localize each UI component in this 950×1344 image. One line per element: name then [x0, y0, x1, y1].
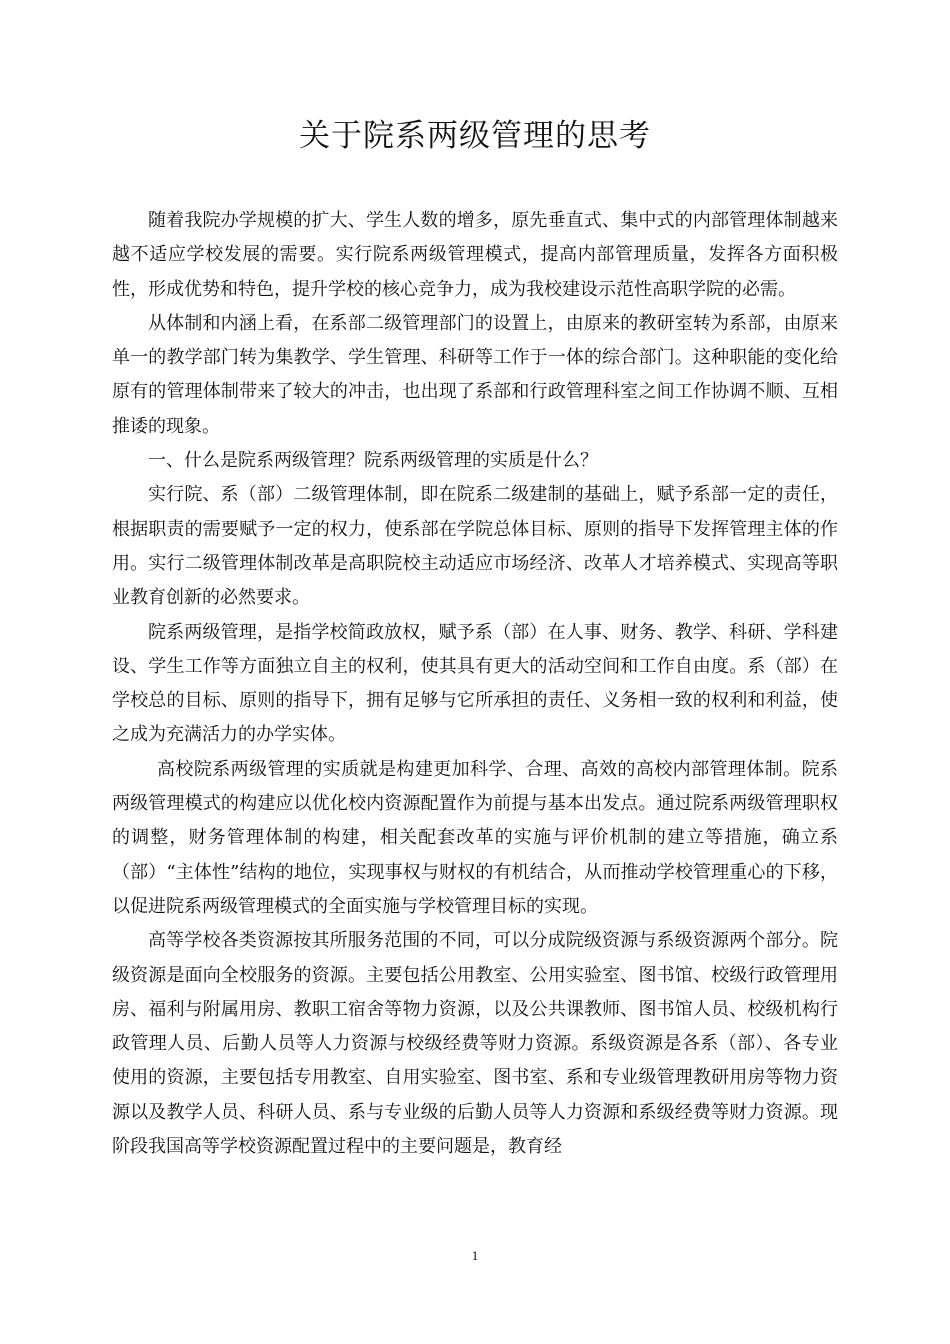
- paragraph-4: 院系两级管理，是指学校简政放权，赋予系（部）在人事、财务、教学、科研、学科建设、学生工作等方面独立自主的权利，使其具有更大的活动空间和工作自由度。系（部）在学校总的目标、原则的指导下，拥有足够与它所承担的责任、义务相一致的权利和利益，使之成为充满活力的办学实体。: [112, 621, 838, 746]
- paragraph-6: 高等学校各类资源按其所服务范围的不同，可以分成院级资源与系级资源两个部分。院级资源是面向全校服务的资源。主要包括公用教室、公用实验室、图书馆、校级行政管理用房、福利与附属用房、教职工宿舍等物力资源，以及公共课教师、图书馆人员、校级机构行政管理人员、后勤人员等人力资源与校级经费等财力资源。系级资源是各系（部）、各专业使用的资源，主要包括专用教室、自用实验室、图书室、系和专业级管理教研用房等物力资源以及教学人员、科研人员、系与专业级的后勤人员等人力资源和系级经费等财力资源。现阶段我国高等学校资源配置过程中的主要问题是，教育经: [112, 930, 838, 1158]
- paragraph-2: 从体制和内涵上看，在系部二级管理部门的设置上，由原来的教研室转为系部，由原来单一的教学部门转为集教学、学生管理、科研等工作于一体的综合部门。这种职能的变化给原有的管理体制带来了较大的冲击，也出现了系部和行政管理科室之间工作协调不顺、互相推诿的现象。: [112, 312, 838, 437]
- paragraph-1: 随着我院办学规模的扩大、学生人数的增多，原先垂直式、集中式的内部管理体制越来越不适应学校发展的需要。实行院系两级管理模式，提高内部管理质量，发挥各方面积极性，形成优势和特色，提升学校的核心竞争力，成为我校建设示范性高职学院的必需。: [112, 210, 838, 300]
- page-number: 1: [471, 1248, 479, 1263]
- section-heading-1: 一、什么是院系两级管理？院系两级管理的实质是什么？: [148, 450, 598, 472]
- document-body: [112, 204, 838, 1164]
- paragraph-3: 实行院、系（部）二级管理体制，即在院系二级建制的基础上，赋予系部一定的责任，根据职责的需要赋予一定的权力，使系部在学院总体目标、原则的指导下发挥管理主体的作用。实行二级管理体制改革是高职院校主动适应市场经济、改革人才培养模式、实现高等职业教育创新的必然要求。: [112, 484, 838, 609]
- paragraph-5: 高校院系两级管理的实质就是构建更加科学、合理、高效的高校内部管理体制。院系两级管理模式的构建应以优化校内资源配置作为前提与基本出发点。通过院系两级管理职权的调整，财务管理体制的构建，相关配套改革的实施与评价机制的建立等措施，确立系（部）“主体性”结构的地位，实现事权与财权的有机结合，从而推动学校管理重心的下移，以促进院系两级管理模式的全面实施与学校管理目标的实现。: [112, 758, 838, 917]
- document-title: 关于院系两级管理的思考: [299, 118, 651, 154]
